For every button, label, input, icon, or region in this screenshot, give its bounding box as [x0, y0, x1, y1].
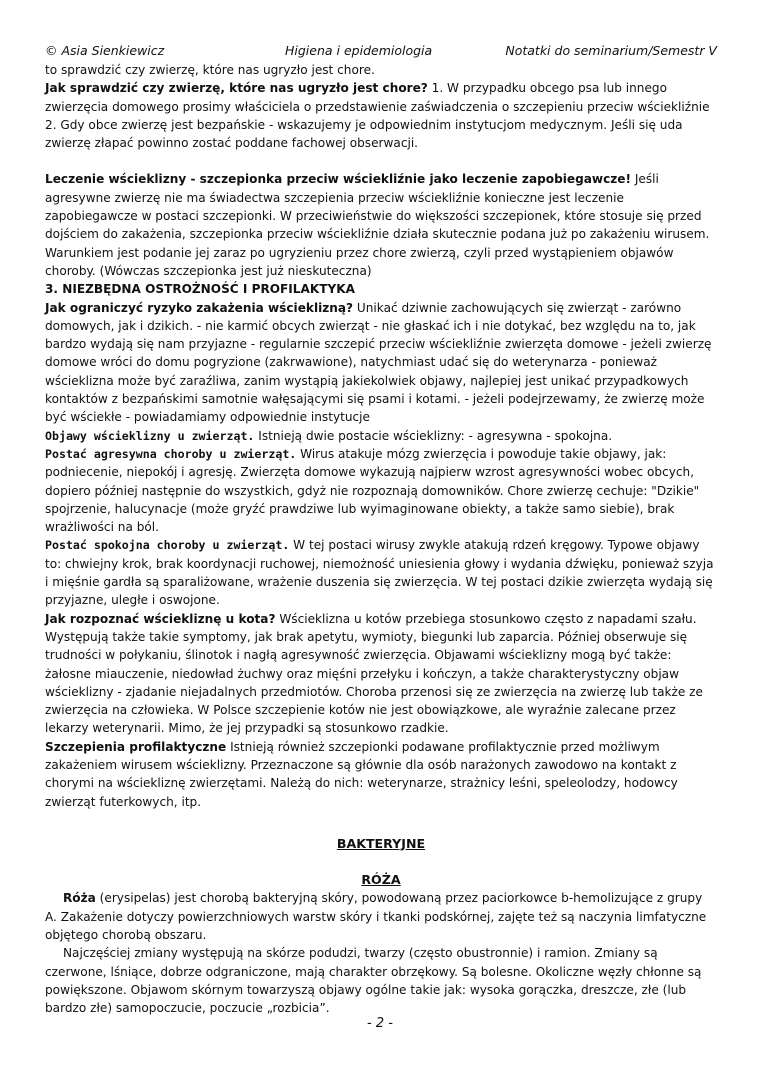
document-body [45, 61, 717, 1018]
paragraph-risk-reduction-lead: Jak ograniczyć ryzyko zakażenia wścieklizną? [45, 300, 354, 315]
paragraph-risk-reduction [45, 299, 717, 427]
paragraph-intro: to sprawdzić czy zwierzę, które nas ugryzło jest chore. [45, 63, 375, 77]
paragraph-symptoms-text: Istnieją dwie postacie wścieklizny: - agresywna - spokojna. [254, 428, 613, 443]
paragraph-cat-rabies [45, 610, 717, 738]
spacer [45, 811, 717, 835]
page-number: - 2 - [367, 1016, 393, 1031]
paragraph-vaccination-text: Istnieją również szczepionki podawane profilaktycznie przed możliwym zakażeniem wirusem wścieklizny. Przeznaczone są głównie dla osób narażonych zawodowo na kontakt z chorymi na wściekliznę zwierzętami. Należą do nich: weterynarze, strażnicy leśni, speleolodzy, hodowcy zwierząt futerkowych, itp. [45, 739, 678, 809]
header-notes: Notatki do seminarium/Semestr V [505, 43, 717, 58]
page-header [45, 43, 717, 61]
section-heading-bacterial: BAKTERYJNE [336, 835, 426, 851]
paragraph-roza-definition-lead: Róża [63, 891, 96, 906]
section-heading-prevention: 3. NIEZBĘDNA OSTROŻNOŚĆ I PROFILAKTYKA [45, 282, 355, 297]
section-heading-roza: RÓŻA [361, 872, 401, 888]
spacer [45, 853, 717, 871]
paragraph-aggressive-form-text: Wirus atakuje mózg zwierzęcia i powoduje takie objawy, jak: podniecenie, niepokój i agresję. Zwierzęta domowe wykazują najpierw wzrost agresywności wobec obcych, dopiero później następnie do wszystkich, gdyż nie rozpoznają domowników. Chore zwierzę cechuje: "Dzikie" spojrzenie, halucynacje (może gryźć prawdziwe lub wyimaginowane obiekty, a także samo siebie), brak wrażliwości na ból. [45, 446, 700, 535]
paragraph-treatment-lead: Leczenie wścieklizny - szczepionka przeciw wściekliźnie jako leczenie zapobiegawcze! [45, 172, 632, 187]
paragraph-check-animal-text: 1. W przypadku obcego psa lub innego zwierzęcia domowego prosimy właściciela o przedstawienie zaświadczenia o szczepieniu przeciw wściekliźnie 2. Gdy obce zwierzę jest bezpańskie - wskazujemy je odpowiednim instytucjom medycznym. Jeśli się uda zwierzę złapać powinno zostać poddane fachowej obserwacji. [45, 81, 710, 151]
paragraph-calm-form-lead: Postać spokojna choroby u zwierząt. [45, 538, 290, 553]
paragraph-roza-definition-text: (erysipelas) jest chorobą bakteryjną skóry, powodowaną przez paciorkowce b-hemolizujące z grupy A. Zakażenie dotyczy powierzchniowych warstw skóry i tkanki podskórnej, zajęte też są naczynia limfatyczne objętego chorobą obszaru. [45, 891, 707, 943]
paragraph-symptoms [45, 427, 717, 445]
paragraph-aggressive-form-lead: Postać agresywna choroby u zwierząt. [45, 446, 297, 461]
paragraph-check-animal [45, 79, 717, 152]
paragraph-cat-rabies-text: Wścieklizna u kotów przebiega stosunkowo często z napadami szału. Występują także takie symptomy, jak brak apetytu, wymioty, biegunki lub zaparcia. Później obserwuje się trudności w połykaniu, ślinotok i nagłą agresywność zwierzęcia. Objawami wścieklizny mogą być także: żałosne miauczenie, niedowład żuchwy oraz mięśni przełyku i kończyn, a także charakterystyczny objaw wścieklizny - zjadanie niejadalnych przedmiotów. Choroba przenosi się ze zwierzęcia na zwierzę lub także ze zwierzęcia na człowieka. W Polsce szczepienie kotów nie jest obowiązkowe, ale wyraźnie zalecane przez lekarzy weterynarii. Mimo, że jej przypadki są stosunkowo rzadkie. [45, 611, 703, 736]
paragraph-cat-rabies-lead: Jak rozpoznać wściekliznę u kota? [45, 611, 276, 626]
paragraph-risk-reduction-text: Unikać dziwnie zachowujących się zwierząt - zarówno domowych, jak i dzikich. - nie karmić obcych zwierząt - nie głaskać ich i nie dotykać, bez względu na to, jak bardzo wydają się nam przyjazne - regularnie szczepić przeciw wściekliźnie zwierzęta domowe - jeżeli zwierzę domowe wróci do domu pogryzione (zakrwawione), natychmiast udać się do weterynarza - ponieważ wścieklizna może być zaraźliwa, zanim wystąpią jakiekolwiek objawy, najlepiej jest unikać przypadkowych kontaktów z bezpańskimi samotnie wałęsającymi się psami i kotami. - jeżeli podejrzewamy, że zwierzę może być wściekłe - powiadamiamy odpowiednie instytucje [45, 300, 712, 425]
paragraph-check-animal-lead: Jak sprawdzić czy zwierzę, które nas ugryzło jest chore? [45, 81, 428, 96]
paragraph-calm-form [45, 536, 717, 609]
header-subject: Higiena i epidemiologia [285, 43, 433, 58]
paragraph-aggressive-form [45, 445, 717, 536]
paragraph-calm-form-text: W tej postaci wirusy zwykle atakują rdzeń kręgowy. Typowe objawy to: chwiejny krok, brak koordynacji ruchowej, niemożność uniesienia głowy i wydania dźwięku, ponieważ szyja i mięśnie gardła są sparaliżowane, wrażenie duszenia się zwierzęcia. W tej postaci dzikie zwierzęta wydają się przyjazne, uległe i oswojone. [45, 538, 714, 608]
paragraph-treatment [45, 170, 717, 280]
paragraph-treatment-text: Jeśli agresywne zwierzę nie ma świadectwa szczepienia przeciw wściekliźnie konieczne jest leczenie zapobiegawcze w postaci szczepionki. W przeciwieństwie do większości szczepionek, które stosuje się przed dojściem do zakażenia, szczepionka przeciw wściekliźnie działa skutecznie podana już po zakażeniu wirusem. Warunkiem jest podanie jej zaraz po ugryzieniu przez chore zwierzą, czyli przed wystąpieniem objawów choroby. (Wówczas szczepionka jest już nieskuteczna) [45, 172, 710, 278]
paragraph-vaccination [45, 738, 717, 811]
paragraph-roza-definition [45, 889, 717, 944]
paragraph-vaccination-lead: Szczepienia profilaktyczne [45, 739, 227, 754]
paragraph-roza-symptoms: Najczęściej zmiany występują na skórze podudzi, twarzy (często obustronnie) i ramion. Zmiany są czerwone, lśniące, dobrze odgraniczone, mają charakter obrzękowy. Są bolesne. Okoliczne węzły chłonne są powiększone. Objawom skórnym towarzyszą objawy ogólne takie jak: wysoka gorączka, dreszcze, złe (lub bardzo złe) samopoczucie, poczucie „rozbicia”. [45, 946, 702, 1016]
paragraph-symptoms-lead: Objawy wścieklizny u zwierząt. [45, 428, 255, 443]
header-author: © Asia Sienkiewicz [45, 43, 165, 58]
spacer [45, 152, 717, 170]
